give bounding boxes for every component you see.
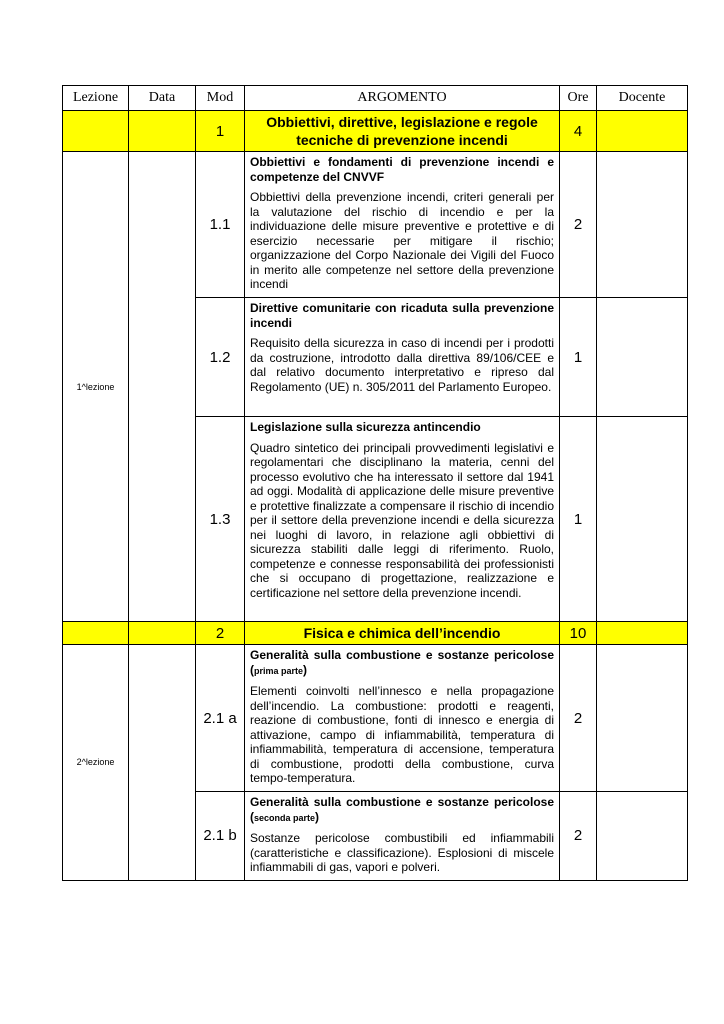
topic-number: 1.1: [196, 152, 245, 298]
topic-title: Legislazione sulla sicurezza antincendio: [250, 420, 481, 434]
topic-title-part: prima parte: [254, 665, 304, 676]
course-table: [62, 85, 688, 881]
topic-docente-cell: [597, 417, 688, 622]
module-lezione-cell: [63, 622, 129, 645]
topic-docente-cell: [597, 152, 688, 298]
topic-title-close: ): [303, 662, 308, 677]
topic-cell: [245, 152, 560, 298]
topic-title-part: seconda parte: [254, 812, 316, 823]
module-hours: 10: [560, 622, 597, 645]
topic-hours: 2: [560, 645, 597, 792]
topic-cell: [245, 792, 560, 881]
topic-title-close: ): [315, 809, 320, 824]
topic-number: 1.3: [196, 417, 245, 622]
topic-cell: [245, 645, 560, 792]
topic-description: Elementi coinvolti nell’innesco e nella propagazione dell’incendio. La combustione: prodotti e reagenti, reazione di combustione, fonti di innesco e energia di attivazione, campo di infiammabilità, temperatura di infiammabilità, temperatura di accensione, temperatura di combustione, prodotti della combustione, curva tempo-temperatura.: [250, 684, 554, 785]
topic-number: 2.1 a: [196, 645, 245, 792]
lesson-date-cell: [129, 645, 196, 881]
topic-number: 2.1 b: [196, 792, 245, 881]
module-docente-cell: [597, 622, 688, 645]
topic-description: Obbiettivi della prevenzione incendi, criteri generali per la valutazione del rischio di incendio e per la individuazione delle misure preventive e protettive e di esercizio necessarie per mitigare il rischio; organizzazione del Corpo Nazionale dei Vigili del Fuoco in merito alle competenze nel settore della prevenzione incendi: [250, 190, 554, 291]
topic-hours: 2: [560, 792, 597, 881]
module-row: [63, 111, 688, 152]
module-lezione-cell: [63, 111, 129, 152]
module-docente-cell: [597, 111, 688, 152]
topic-hours: 2: [560, 152, 597, 298]
topic-title: Obbiettivi e fondamenti di prevenzione incendi e competenze del CNVVF: [250, 155, 554, 184]
topic-hours: 1: [560, 298, 597, 417]
topic-title: [250, 648, 554, 678]
lesson-date-cell: [129, 152, 196, 622]
topic-description: Sostanze pericolose combustibili ed infiammabili (caratteristiche e classificazione). Esplosioni di miscele infiammabili di gas, vapori e polveri.: [250, 831, 554, 874]
topic-title: [250, 795, 554, 825]
topic-docente-cell: [597, 645, 688, 792]
col-header-docente: Docente: [597, 86, 688, 111]
lesson-label: 1^lezione: [63, 152, 129, 622]
header-row: [63, 86, 688, 111]
lesson-label: 2^lezione: [63, 645, 129, 881]
module-data-cell: [129, 111, 196, 152]
module-data-cell: [129, 622, 196, 645]
col-header-data: Data: [129, 86, 196, 111]
topic-description: Quadro sintetico dei principali provvedimenti legislativi e regolamentari che disciplinano la materia, cenni del processo evolutivo che ha interessato il settore dal 1941 ad oggi. Modalità di applicazione delle misure preventive e protettive finalizzate a compensare il rischio di incendio per il settore della prevenzione incendi e della sicurezza nei luoghi di lavoro, in relazione agli obbiettivi di sicurezza stabiliti dalle leggi di riferimento. Ruolo, competenze e connesse responsabilità dei professionisti che si occupano di progettazione, realizzazione e certificazione nel settore della prevenzione incendi.: [250, 440, 554, 600]
topic-docente-cell: [597, 792, 688, 881]
col-header-mod: Mod: [196, 86, 245, 111]
topic-title-text: Generalità sulla combustione e sostanze pericolose (: [250, 648, 554, 677]
col-header-lezione: Lezione: [63, 86, 129, 111]
col-header-argomento: ARGOMENTO: [245, 86, 560, 111]
module-hours: 4: [560, 111, 597, 152]
module-number: 2: [196, 622, 245, 645]
module-number: 1: [196, 111, 245, 152]
col-header-ore: Ore: [560, 86, 597, 111]
topic-row: [63, 645, 688, 792]
topic-docente-cell: [597, 298, 688, 417]
module-title: Obbiettivi, direttive, legislazione e regole tecniche di prevenzione incendi: [245, 111, 560, 152]
topic-description: Requisito della sicurezza in caso di incendi per i prodotti da costruzione, introdotto dalla direttiva 89/106/CEE e dal relativo documento interpretativo e ripreso dal Regolamento (UE) n. 305/2011 del Parlamento Europeo.: [250, 336, 554, 394]
topic-cell: [245, 298, 560, 417]
module-title: Fisica e chimica dell’incendio: [245, 622, 560, 645]
topic-title: Direttive comunitarie con ricaduta sulla prevenzione incendi: [250, 301, 554, 330]
topic-row: [63, 152, 688, 298]
topic-hours: 1: [560, 417, 597, 622]
topic-number: 1.2: [196, 298, 245, 417]
topic-title-text: Generalità sulla combustione e sostanze pericolose (: [250, 795, 554, 824]
topic-cell: [245, 417, 560, 622]
module-row: [63, 622, 688, 645]
